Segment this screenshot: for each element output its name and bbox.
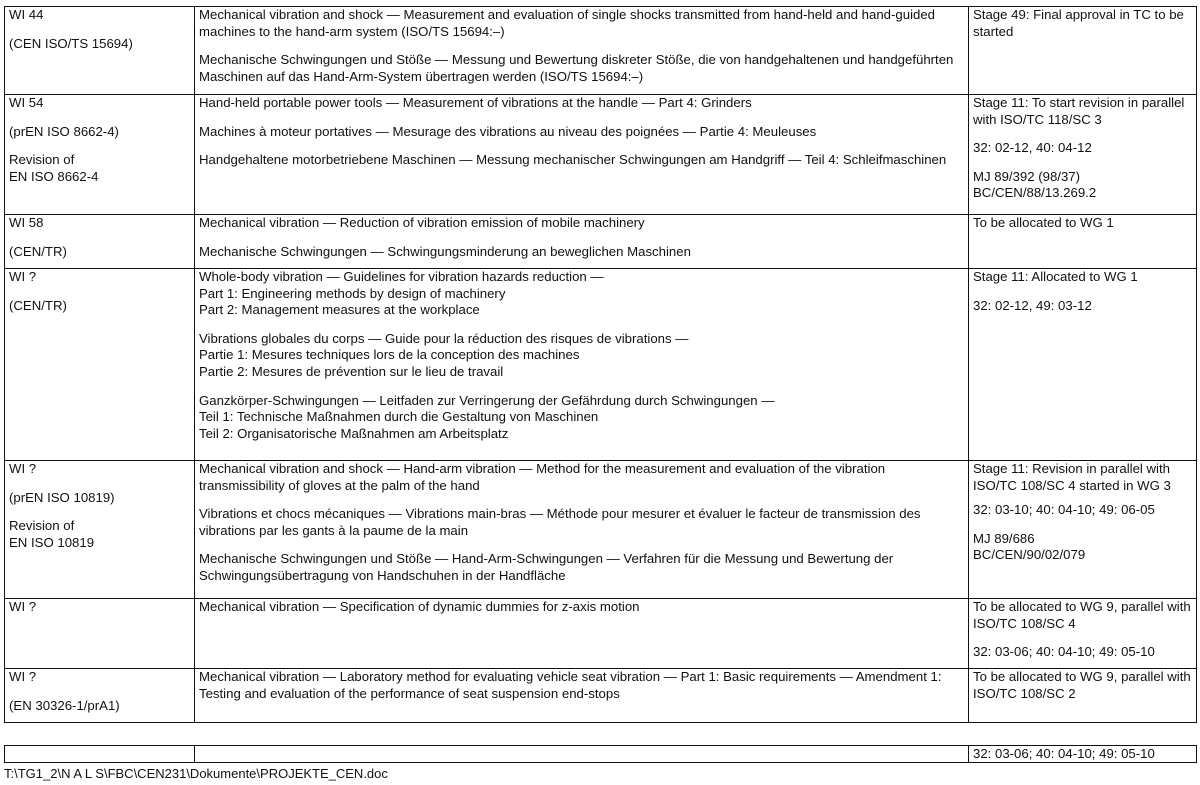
- title-english: Mechanical vibration — Specification of dynamic dummies for z-axis motion: [199, 599, 640, 614]
- table-row: [5, 7, 1197, 95]
- work-item-title-cell: [195, 215, 969, 269]
- work-item-status-cell: [969, 269, 1197, 461]
- work-item-status-cell: [969, 599, 1197, 669]
- summary-row-table: [4, 745, 1197, 763]
- work-item-id-cell: [5, 599, 195, 669]
- title-english: Mechanical vibration and shock — Hand-arm vibration — Method for the measurement and evaluation of the vibration transmissibility of gloves at the palm of the hand: [199, 461, 886, 493]
- work-item-number: WI 44: [9, 7, 44, 22]
- status-mandate: MJ 89/686 BC/CEN/90/02/079: [973, 530, 1086, 563]
- work-item-title-cell: [195, 599, 969, 669]
- title-german: Handgehaltene motorbetriebene Maschinen — Messung mechanischer Schwingungen am Handgriff — Teil 4: Schleifmaschinen: [199, 152, 947, 168]
- table-row: [5, 269, 1197, 461]
- work-item-number: WI ?: [9, 269, 37, 284]
- status-stage: To be allocated to WG 9, parallel with ISO/TC 108/SC 2: [973, 669, 1191, 701]
- title-english: Hand-held portable power tools — Measurement of vibrations at the handle — Part 4: Grinders: [199, 95, 752, 110]
- work-item-number: WI ?: [9, 461, 37, 476]
- table-row: [5, 669, 1197, 723]
- title-french: Vibrations globales du corps — Guide pour la réduction des risques de vibrations — Partie 1: Mesures techniques lors de la conception des machines Partie 2: Mesures de prévention sur le lieu de travail: [199, 330, 689, 379]
- status-stage: Stage 11: Revision in parallel with ISO/TC 108/SC 4 started in WG 3: [973, 461, 1171, 493]
- status-dates: 32: 02-12, 49: 03-12: [973, 297, 1092, 313]
- status-dates: 32: 02-12, 40: 04-12: [973, 140, 1092, 156]
- work-item-reference: (CEN/TR): [9, 243, 67, 259]
- work-item-number: WI ?: [9, 669, 37, 684]
- work-item-status-cell: [969, 7, 1197, 95]
- title-english: Mechanical vibration and shock — Measurement and evaluation of single shocks transmitted from hand-held and hand-guided machines to the hand-arm system (ISO/TS 15694:–): [199, 7, 935, 39]
- work-item-id-cell: [5, 669, 195, 723]
- work-item-status-cell: [969, 461, 1197, 599]
- title-english: Whole-body vibration — Guidelines for vibration hazards reduction — Part 1: Engineering methods by design of machinery Part 2: Management measures at the workplace: [199, 269, 604, 318]
- work-item-id-cell: [5, 95, 195, 215]
- work-item-reference: (CEN/TR): [9, 297, 67, 313]
- work-item-status-cell: [969, 95, 1197, 215]
- status-mandate: MJ 89/392 (98/37) BC/CEN/88/13.269.2: [973, 168, 1097, 201]
- empty-cell: [5, 746, 195, 763]
- title-english: Mechanical vibration — Reduction of vibration emission of mobile machinery: [199, 215, 645, 230]
- work-item-revision: Revision of EN ISO 10819: [9, 518, 95, 550]
- work-item-title-cell: [195, 95, 969, 215]
- status-stage: To be allocated to WG 1: [973, 215, 1114, 230]
- empty-cell: [195, 746, 969, 763]
- work-item-reference: (CEN ISO/TS 15694): [9, 35, 133, 51]
- status-stage: To be allocated to WG 9, parallel with ISO/TC 108/SC 4: [973, 599, 1191, 631]
- summary-dates-cell: 32: 03-06; 40: 04-10; 49: 05-10: [969, 746, 1197, 763]
- title-english: Mechanical vibration — Laboratory method for evaluating vehicle seat vibration — Part 1: Basic requirements — Amendment 1: Testing and evaluation of the performance of seat suspension end-stops: [199, 669, 942, 701]
- table-row: [5, 95, 1197, 215]
- work-item-status-cell: [969, 669, 1197, 723]
- work-item-title-cell: [195, 461, 969, 599]
- work-item-reference: (EN 30326-1/prA1): [9, 697, 120, 713]
- table-row: [5, 599, 1197, 669]
- table-row: [5, 746, 1197, 763]
- work-item-reference: (prEN ISO 8662-4): [9, 123, 119, 139]
- work-items-table: [4, 6, 1197, 723]
- title-french: Vibrations et chocs mécaniques — Vibrations main-bras — Méthode pour mesurer et évaluer le facteur de transmission des vibrations par les gants à la paume de la main: [199, 506, 921, 538]
- work-item-number: WI 54: [9, 95, 44, 110]
- status-stage: Stage 11: Allocated to WG 1: [973, 269, 1138, 284]
- document-file-path: T:\TG1_2\N A L S\FBC\CEN231\Dokumente\PROJEKTE_CEN.doc: [4, 766, 388, 781]
- work-item-reference: (prEN ISO 10819): [9, 489, 115, 505]
- title-german: Mechanische Schwingungen — Schwingungsminderung an beweglichen Maschinen: [199, 243, 691, 259]
- status-dates: 32: 03-06; 40: 04-10; 49: 05-10: [973, 644, 1155, 660]
- work-item-title-cell: [195, 669, 969, 723]
- work-item-id-cell: [5, 461, 195, 599]
- work-item-id-cell: [5, 269, 195, 461]
- work-item-revision: Revision of EN ISO 8662-4: [9, 152, 99, 184]
- work-item-title-cell: [195, 269, 969, 461]
- table-row: [5, 461, 1197, 599]
- work-item-number: WI 58: [9, 215, 44, 230]
- status-dates: 32: 03-10; 40: 04-10; 49: 06-05: [973, 502, 1155, 518]
- title-german: Ganzkörper-Schwingungen — Leitfaden zur Verringerung der Gefährdung durch Schwingungen — Teil 1: Technische Maßnahmen durch die Gestaltung von Maschinen Teil 2: Organisatorische Maßnahmen am Arbeitsplatz: [199, 392, 775, 441]
- table-row: [5, 215, 1197, 269]
- work-item-id-cell: [5, 7, 195, 95]
- work-item-title-cell: [195, 7, 969, 95]
- work-item-number: WI ?: [9, 599, 37, 614]
- title-german: Mechanische Schwingungen und Stöße — Messung und Bewertung diskreter Stöße, die von handgehaltenen und handgeführten Maschinen auf das Hand-Arm-System übertragen werden (ISO/TS 15694:–): [199, 52, 954, 84]
- title-french: Machines à moteur portatives — Mesurage des vibrations au niveau des poignées — Partie 4: Meuleuses: [199, 123, 817, 139]
- work-item-status-cell: [969, 215, 1197, 269]
- title-german: Mechanische Schwingungen und Stöße — Hand-Arm-Schwingungen — Verfahren für die Messung und Bewertung der Schwingungsübertragung von Handschuhen in der Handfläche: [199, 551, 894, 583]
- work-item-id-cell: [5, 215, 195, 269]
- status-stage: Stage 49: Final approval in TC to be started: [973, 7, 1184, 39]
- status-stage: Stage 11: To start revision in parallel with ISO/TC 118/SC 3: [973, 95, 1185, 127]
